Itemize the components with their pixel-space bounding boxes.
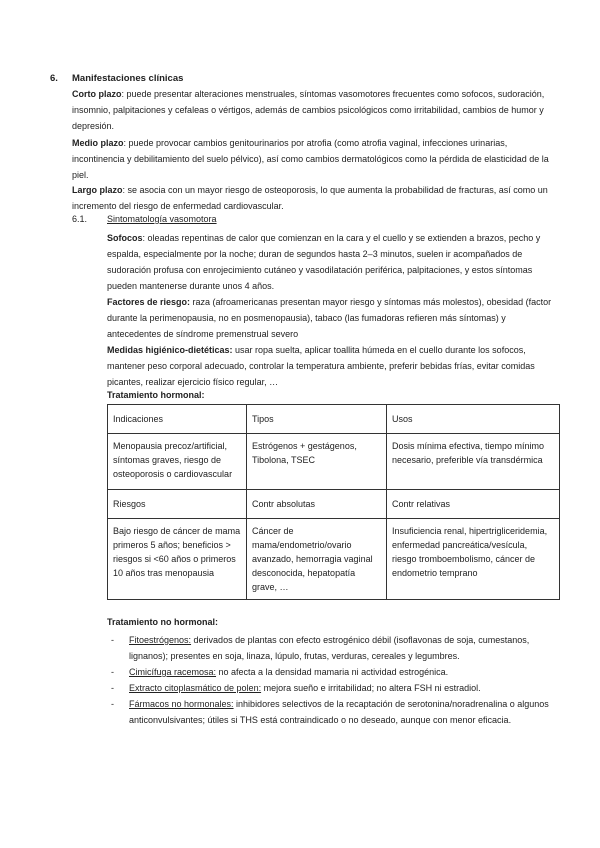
item-label: Extracto citoplasmático de polen: <box>129 683 262 693</box>
table-header-cell: Usos <box>387 405 560 434</box>
table-cell: Estrógenos + gestágenos, Tibolona, TSEC <box>247 434 387 490</box>
medium-term-label: Medio plazo <box>72 138 124 148</box>
short-term-paragraph <box>72 86 560 134</box>
sofocos-text: : oleadas repentinas de calor que comienzan en la cara y el cuello y se extienden a brazos, pecho y espalda, especialmente por la noche; duran de segundos hasta 2–3 minutos, suelen ir acompañados de sudoración profusa con enrojecimiento cutáneo y vasodilatación periférica, palpitaciones, y estos síntomas pueden mantenerse durante unos 4 años. <box>107 233 541 291</box>
sofocos-paragraph <box>107 230 560 294</box>
table-cell: Menopausia precoz/artificial, síntomas graves, riesgo de osteoporosis o cardiovascular <box>108 434 247 490</box>
hygiene-text: usar ropa suelta, aplicar toallita húmeda en el cuello durante los sofocos, mantener peso corporal adecuado, controlar la temperatura ambiente, preferir bebidas frías, evitar comidas picantes, realizar ejercicio físico regular, … <box>107 345 535 387</box>
hygiene-label: Medidas higiénico-dietéticas: <box>107 345 233 355</box>
short-term-label: Corto plazo <box>72 89 122 99</box>
sofocos-label: Sofocos <box>107 233 143 243</box>
table-cell: Dosis mínima efectiva, tiempo mínimo necesario, preferible vía transdérmica <box>387 434 560 490</box>
medium-term-text: : puede provocar cambios genitourinarios por atrofia (como atrofia vaginal, infecciones urinarias, incontinencia y debilitamiento del suelo pélvico), así como cambios dermatológicos como la pérdida de elasticidad de la piel. <box>72 138 549 180</box>
list-item <box>107 664 559 680</box>
section-number: 6. <box>50 73 58 84</box>
list-item <box>107 680 559 696</box>
item-label: Fitoestrógenos: <box>129 635 192 645</box>
bullet-dash: - <box>111 635 114 645</box>
table-row <box>108 490 560 519</box>
table-header-cell: Tipos <box>247 405 387 434</box>
table-header-cell: Contr absolutas <box>247 490 387 519</box>
risk-factors-label: Factores de riesgo: <box>107 297 191 307</box>
hormonal-treatment-table <box>107 404 560 600</box>
long-term-paragraph <box>72 182 560 214</box>
bullet-dash: - <box>111 699 114 709</box>
hormonal-treatment-title: Tratamiento hormonal: <box>107 390 205 400</box>
risk-factors-text: raza (afroamericanas presentan mayor riesgo y síntomas más molestos), obesidad (factor durante la perimenopausia, no en posmenopausia), tabaco (las fumadoras refieren más síntomas) y antecedentes de síndrome premenstrual severo <box>107 297 552 339</box>
table-cell: Cáncer de mama/endometrio/ovario avanzado, hemorragia vaginal desconocida, hepatopatía grave, … <box>247 519 387 600</box>
table-header-cell: Indicaciones <box>108 405 247 434</box>
subsection-number: 6.1. <box>72 214 88 224</box>
list-item <box>107 632 559 664</box>
non-hormonal-treatment-title: Tratamiento no hormonal: <box>107 617 219 627</box>
item-text: mejora sueño e irritabilidad; no altera FSH ni estradiol. <box>261 683 481 693</box>
hygiene-paragraph <box>107 342 560 390</box>
section-title: Manifestaciones clínicas <box>72 73 184 84</box>
bullet-dash: - <box>111 667 114 677</box>
bullet-dash: - <box>111 683 114 693</box>
table-header-cell: Contr relativas <box>387 490 560 519</box>
table-row <box>108 519 560 600</box>
short-term-text: : puede presentar alteraciones menstruales, síntomas vasomotores frecuentes como sofocos, sudoración, insomnio, palpitaciones y cefaleas o vértigos, además de cambios psicológicos como irritabilidad, cambios de humor y depresión. <box>72 89 545 131</box>
list-item <box>107 696 559 728</box>
medium-term-paragraph <box>72 135 560 183</box>
table-cell: Insuficiencia renal, hipertrigliceridemia, enfermedad pancreática/vesícula, riesgo tromboembolismo, cáncer de endometrio temprano <box>387 519 560 600</box>
table-header-cell: Riesgos <box>108 490 247 519</box>
table-row <box>108 405 560 434</box>
item-text: derivados de plantas con efecto estrogénico débil (isoflavonas de soja, cumestanos, lignanos); presentes en soja, linaza, lúpulo, frutas, verduras, cereales y legumbres. <box>129 635 530 661</box>
table-cell: Bajo riesgo de cáncer de mama primeros 5 años; beneficios > riesgos si <60 años o primeros 10 años tras menopausia <box>108 519 247 600</box>
long-term-label: Largo plazo <box>72 185 123 195</box>
risk-factors-paragraph <box>107 294 560 342</box>
table-row <box>108 434 560 490</box>
non-hormonal-list <box>107 632 559 728</box>
subsection-title: Sintomatología vasomotora <box>107 214 217 224</box>
item-label: Fármacos no hormonales: <box>129 699 234 709</box>
item-text: no afecta a la densidad mamaria ni actividad estrogénica. <box>216 667 449 677</box>
long-term-text: : se asocia con un mayor riesgo de osteoporosis, lo que aumenta la probabilidad de fracturas, así como un incremento del riesgo de enfermedad cardiovascular. <box>72 185 548 211</box>
item-label: Cimicífuga racemosa: <box>129 667 217 677</box>
item-text: inhibidores selectivos de la recaptación de serotonina/noradrenalina o algunos anticonvulsivantes; útiles si THS está contraindicado o no deseado, aunque con menor eficacia. <box>129 699 549 725</box>
